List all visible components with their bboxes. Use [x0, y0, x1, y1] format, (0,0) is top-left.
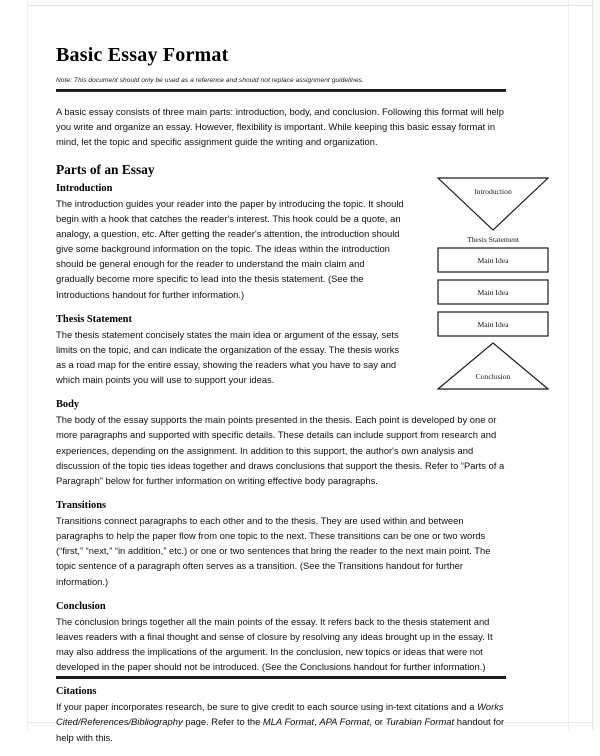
document-content: [56, 44, 516, 756]
section-heading-conclusion: Conclusion: [56, 600, 106, 612]
page-edge-far-right: [592, 0, 600, 730]
page-title: Basic Essay Format: [56, 44, 229, 66]
introduction-triangle: [438, 178, 548, 230]
diagram-label-main-idea-2: Main Idea: [477, 288, 509, 297]
citations-text-4: , or: [369, 716, 386, 728]
essay-structure-diagram: [437, 176, 549, 392]
section-transitions: [56, 499, 516, 589]
diagram-label-introduction: Introduction: [474, 187, 512, 196]
citations-text-1: If your paper incorporates research, be sure to give credit to each source using in-text citations and a: [56, 701, 478, 713]
section-heading-introduction: Introduction: [56, 182, 113, 194]
section-citations: [56, 685, 516, 744]
page-edge-right: [568, 0, 569, 730]
section-body-introduction: The introduction guides your reader into the paper by introducing the topic. It should begin with a hook that catches the reader's interest. This hook could be a quote, an analogy, a question, etc. After getting the reader's attention, the introduction should give some background information on the topic. The ideas within the introduction should be general enough for the reader to understand the main claim and gradually become more specific to lead into the thesis statement. (See the Introductions handout for further information.): [56, 197, 404, 300]
citations-text-2: page. Refer to the: [182, 716, 263, 728]
section-body-conclusion: The conclusion brings together all the main points of the essay. It refers back to the thesis statement and leaves readers with a final thought and sense of closure by resolving any ideas brought up in the essay. It may also address the implications of the argument. In the conclusion, new topics or ideas that were not developed in the paper should not be introduced. (See the Conclusions handout for further information.): [56, 615, 493, 673]
section-body-thesis-statement: The thesis statement concisely states the main idea or argument of the essay, sets limits on the topic, and can indicate the organization of the essay. The thesis works as a road map for the entire essay, showing the readers what you have to say and which main points you will use to support your ideas.: [56, 328, 400, 386]
footer-divider: [56, 676, 506, 679]
citations-text-5: handout for help with this.: [56, 716, 505, 743]
intro-paragraph: A basic essay consists of three main parts: introduction, body, and conclusion. Following this format will help you write and organize an essay. However, flexibility is important. While keeping this basic essay format in mind, let the topic and specific assignment guide the writing and organization.: [56, 106, 504, 148]
diagram-label-main-idea-3: Main Idea: [477, 320, 509, 329]
section-heading-transitions: Transitions: [56, 500, 107, 512]
citations-italic-apa-format: APA Format: [319, 716, 370, 728]
section-heading-thesis-statement: Thesis Statement: [56, 313, 132, 325]
diagram-label-main-idea-1: Main Idea: [477, 256, 509, 265]
section-heading-body: Body: [56, 399, 80, 411]
section-conclusion: [56, 600, 516, 675]
conclusion-triangle: [438, 343, 548, 389]
diagram-label-conclusion: Conclusion: [475, 372, 511, 381]
section-body: [56, 398, 516, 488]
citations-italic-works-cited: Works Cited/References/Bibliography: [56, 701, 504, 728]
citations-italic-mla-format: MLA Format: [262, 716, 315, 728]
citations-text-3: ,: [314, 716, 320, 728]
section-body-citations: [56, 699, 508, 744]
diagram-label-thesis-statement: Thesis Statement: [466, 235, 520, 244]
header-divider: [56, 89, 506, 92]
page-edge-top: [27, 5, 592, 6]
section-body-body: The body of the essay supports the main points presented in the thesis. Each point is developed by one or more paragraphs and supported with specific details. These details can include support from research and experiences, depending on the assignment. In addition to this support, the author's own analysis and discussion of the topic ties ideas together and draws conclusions that support the thesis. Refer to “Parts of a Paragraph” below for further information on writing effective body paragraphs.: [56, 414, 505, 486]
parts-of-an-essay-heading: Parts of an Essay: [56, 161, 155, 177]
section-heading-citations: Citations: [56, 686, 97, 698]
section-body-transitions: Transitions connect paragraphs to each other and to the thesis. They are used within and between paragraphs to help the paper flow from one topic to the next. These transitions can be one or two words (“first,” “next,” “in addition,” etc.) or one or two sentences that bring the reader to the next main point. The topic sentence of a paragraph often serves as a transition. (See the Transitions handout for further information.): [56, 515, 491, 587]
page-edge-left: [27, 0, 28, 730]
citations-italic-turabian-format: Turabian Format: [385, 716, 455, 728]
document-note: Note: This document should only be used as a reference and should not replace assignment guidelines.: [56, 77, 364, 84]
